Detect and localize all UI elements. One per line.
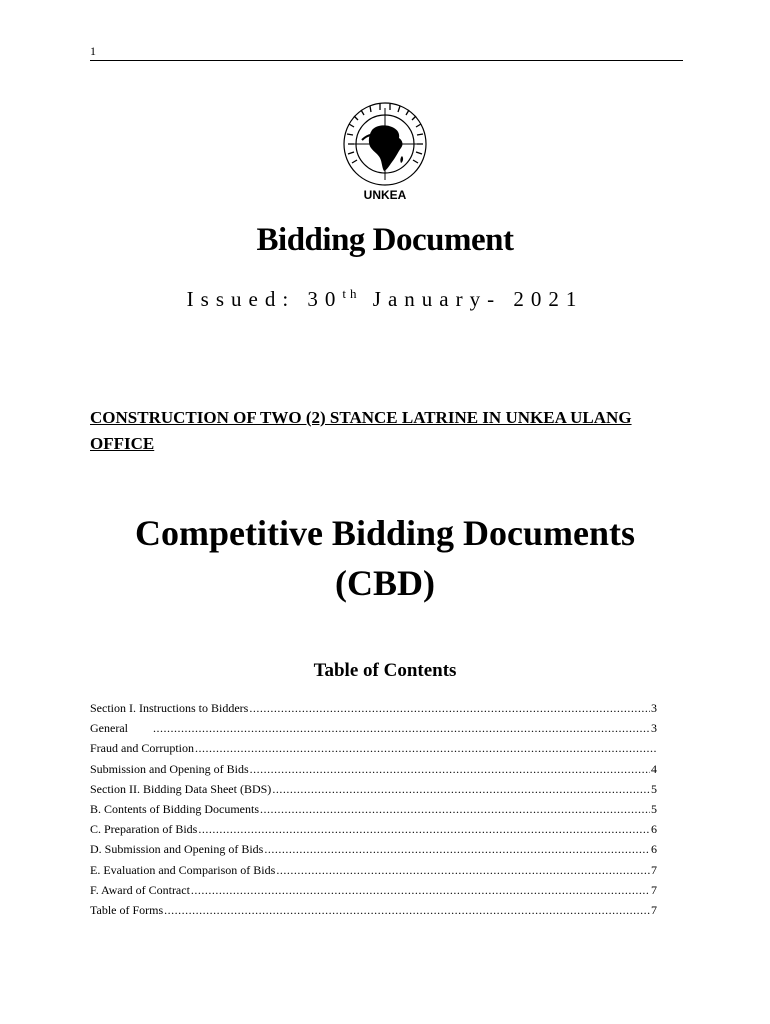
unkea-logo-emblem (328, 100, 442, 204)
toc-item[interactable] (90, 698, 657, 718)
toc-item[interactable] (90, 839, 657, 859)
toc-leader (164, 900, 650, 920)
toc-leader (250, 759, 650, 779)
toc-item-label: Section II. Bidding Data Sheet (BDS) (90, 781, 272, 796)
issued-suffix: January- 2021 (372, 287, 584, 311)
toc-item-label: Section I. Instructions to Bidders (90, 701, 249, 715)
issued-sup: th (342, 286, 361, 301)
toc-item-page: 4 (651, 761, 657, 776)
document-title: Bidding Document (256, 222, 514, 258)
toc-item-label: General (90, 721, 128, 736)
toc-leader (264, 839, 650, 859)
toc-leader (249, 698, 650, 718)
toc-item-page: 7 (651, 882, 657, 897)
toc-item-label: E. Evaluation and Comparison of Bids (90, 862, 276, 877)
toc-leader (198, 819, 650, 839)
project-title: CONSTRUCTION OF TWO (2) STANCE LATRINE IN UNKEA ULANG OFFICE (90, 408, 632, 453)
toc-item[interactable] (90, 880, 657, 900)
issued-date (0, 286, 770, 312)
toc-leader (260, 799, 650, 819)
header-rule (90, 60, 683, 61)
toc-item-page: 7 (651, 862, 657, 877)
toc-item[interactable] (90, 779, 657, 799)
cbd-title-line1: Competitive Bidding Documents (134, 513, 635, 553)
page-number: 1 (90, 44, 96, 58)
toc-item-page: 3 (651, 721, 657, 736)
toc-item-label: Table of Forms (90, 902, 164, 917)
toc-item-page: 6 (651, 822, 657, 837)
toc-heading: Table of Contents (313, 660, 457, 681)
toc-leader (195, 738, 656, 758)
toc-item[interactable] (90, 799, 657, 819)
cbd-title (0, 508, 770, 608)
toc-item[interactable] (90, 738, 657, 758)
toc-item[interactable] (90, 718, 657, 738)
toc-leader (272, 779, 650, 799)
toc-item-label: B. Contents of Bidding Documents (90, 801, 259, 816)
unkea-logo (328, 100, 442, 204)
toc-item[interactable] (90, 819, 657, 839)
toc-leader (276, 860, 650, 880)
toc-item-page: 5 (651, 781, 657, 796)
toc-item[interactable] (90, 759, 657, 779)
toc-item-label: Submission and Opening of Bids (90, 761, 249, 776)
table-of-contents (90, 698, 657, 920)
logo-text: UNKEA (363, 188, 407, 202)
toc-item-page: 5 (651, 801, 657, 816)
toc-leader (191, 880, 650, 900)
toc-leader (153, 718, 650, 738)
toc-item[interactable] (90, 860, 657, 880)
toc-item[interactable] (90, 900, 657, 920)
toc-item-label: F. Award of Contract (90, 882, 190, 897)
toc-item-label: D. Submission and Opening of Bids (90, 842, 264, 857)
toc-item-label: C. Preparation of Bids (90, 822, 198, 837)
toc-item-page: 3 (651, 701, 657, 715)
cbd-title-line2: (CBD) (335, 563, 435, 603)
toc-item-page: 6 (651, 842, 657, 857)
issued-prefix: Issued: 30 (186, 287, 343, 311)
toc-item-label: Fraud and Corruption (90, 741, 194, 756)
toc-item-page: 7 (651, 902, 657, 917)
